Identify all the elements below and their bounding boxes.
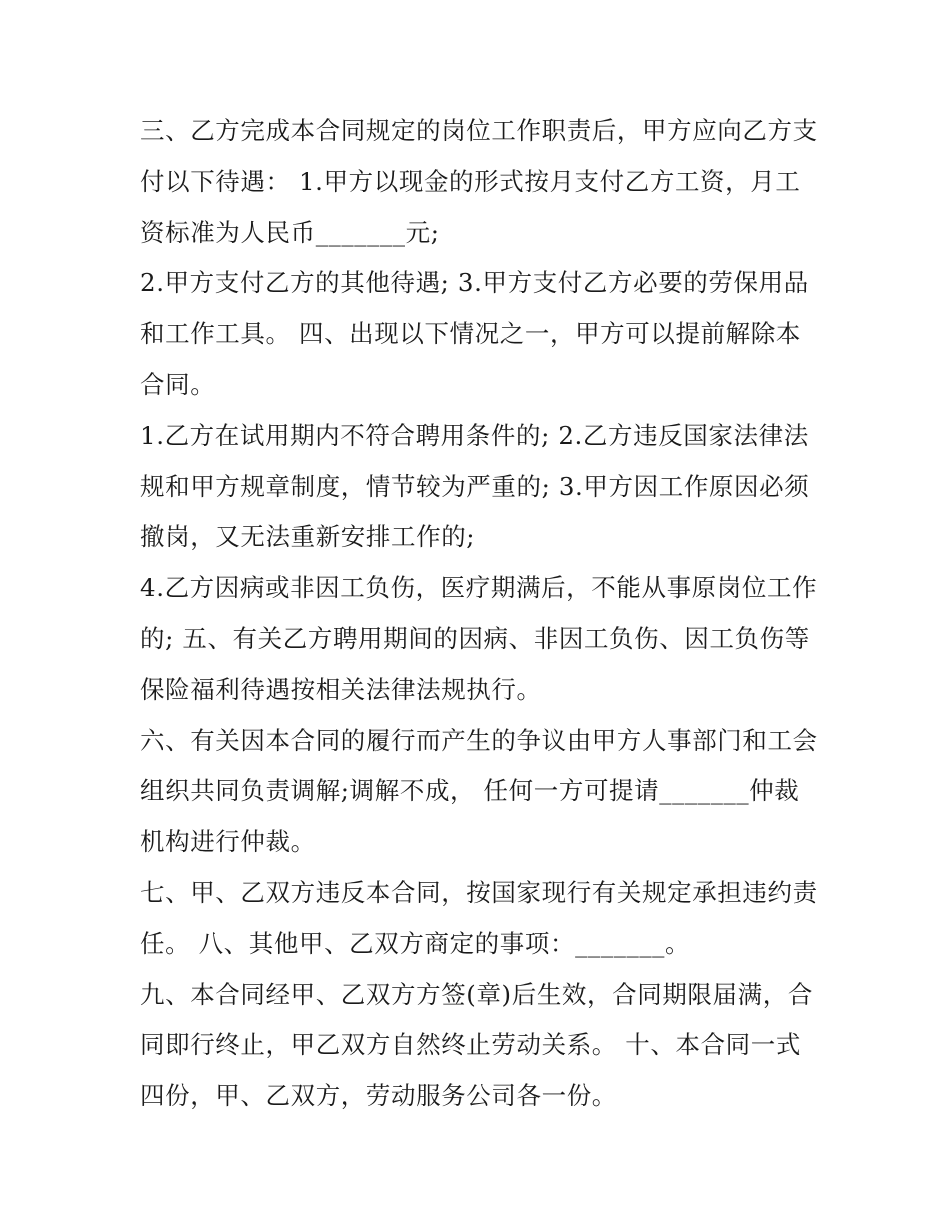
paragraph-dispute-resolution: 六、有关因本合同的履行而产生的争议由甲方人事部门和工会组织共同负责调解;调解不成， 任何一方可提请_______仲裁机构进行仲裁。	[140, 725, 818, 857]
paragraph-illness-insurance: 4.乙方因病或非因工负伤，医疗期满后，不能从事原岗位工作的; 五、有关乙方聘用期间的因病、非因工负伤、因工负伤等保险福利待遇按相关法律法规执行。	[140, 573, 818, 704]
paragraph-termination-conditions: 1.乙方在试用期内不符合聘用条件的; 2.乙方违反国家法律法规和甲方规章制度，情节较为严重的; 3.甲方因工作原因必须撤岗，又无法重新安排工作的;	[140, 420, 810, 552]
paragraph-breach-other-matters: 七、甲、乙双方违反本合同，按国家现行有关规定承担违约责任。 八、其他甲、乙双方商定的事项：_______。	[140, 877, 818, 958]
paragraph-effectiveness-copies: 九、本合同经甲、乙双方方签(章)后生效，合同期限届满，合同即行终止，甲乙双方自然终止劳动关系。 十、本合同一式四份，甲、乙双方，劳动服务公司各一份。	[140, 979, 813, 1111]
paragraph-benefits-termination: 2.甲方支付乙方的其他待遇; 3.甲方支付乙方必要的劳保用品和工作工具。 四、出现以下情况之一，甲方可以提前解除本合同。	[140, 268, 809, 399]
paragraph-compensation: 三、乙方完成本合同规定的岗位工作职责后，甲方应向乙方支付以下待遇： 1.甲方以现金的形式按月支付乙方工资，月工资标准为人民币_______元;	[140, 116, 818, 247]
contract-body	[140, 106, 820, 1122]
